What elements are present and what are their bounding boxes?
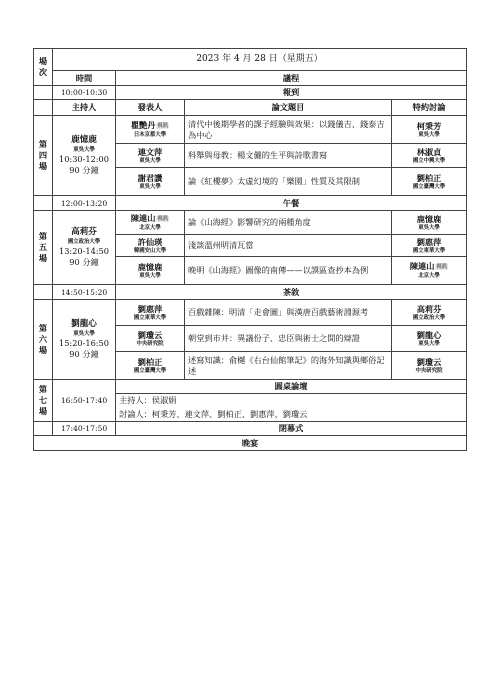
discussant-cell bbox=[392, 352, 467, 380]
video-mark: 視訊 bbox=[436, 264, 448, 270]
header-row bbox=[34, 71, 467, 86]
host-affiliation: 國立政治大學 bbox=[67, 239, 101, 245]
discussant-name-text: 柯秉芳 bbox=[416, 120, 442, 131]
presenter-cell bbox=[116, 235, 185, 257]
session-host-block bbox=[53, 116, 116, 196]
presenter-affiliation: 北京大學 bbox=[139, 225, 161, 231]
discussant-name bbox=[395, 147, 463, 158]
session-host-block bbox=[53, 211, 116, 285]
discussant-affiliation: 國立東華大學 bbox=[412, 247, 446, 254]
empty-cell bbox=[34, 100, 53, 116]
discussant-name-text: 劉柏正 bbox=[416, 172, 442, 183]
time-header: 時間 bbox=[53, 71, 116, 86]
banquet-row bbox=[34, 436, 467, 451]
session-label: 第 六 場 bbox=[34, 300, 53, 380]
session-time: 13:20-14:50 bbox=[59, 246, 109, 256]
closing-row-label: 閉幕式 bbox=[116, 422, 467, 436]
presenter-name-text: 連文萍 bbox=[137, 146, 163, 157]
column-header-row bbox=[34, 100, 467, 116]
presenter-cell bbox=[116, 352, 185, 380]
session-duration: 90 分鐘 bbox=[69, 165, 99, 175]
schedule-table bbox=[33, 48, 467, 451]
paper-title: 朝堂到市井：異議份子、忠臣與術士之間的辯證 bbox=[185, 326, 392, 352]
changci-header bbox=[34, 49, 53, 86]
host-name: 高莉芬 bbox=[71, 227, 97, 237]
presenter-cell bbox=[116, 257, 185, 285]
agenda-header: 議程 bbox=[116, 71, 467, 86]
roundtable-title: 圓桌論壇 bbox=[116, 380, 467, 394]
roundtable-time: 16:50-17:40 bbox=[53, 380, 116, 422]
paper-title: 晚明《山海經》圖像的南傳——以謨區查抄本為例 bbox=[185, 257, 392, 285]
presenter-affiliation: 東吳大學 bbox=[139, 157, 161, 164]
registration-time: 10:00-10:30 bbox=[53, 86, 116, 100]
lunch-row-label: 午餐 bbox=[116, 196, 467, 211]
paper-title: 百戲雜陳：明清「走會圖」與漢唐百戲藝術淵源考 bbox=[185, 300, 392, 326]
discussant-cell bbox=[392, 326, 467, 352]
discussant-name bbox=[395, 173, 463, 184]
presenter-name bbox=[119, 120, 181, 132]
registration-row bbox=[34, 86, 467, 100]
presenter-affiliation: 東吳大學 bbox=[139, 183, 161, 190]
paper-row bbox=[34, 211, 467, 235]
presenter-name-text: 陳連山 bbox=[130, 213, 156, 223]
paper-title: 論《紅樓夢》太虛幻境的「樂園」性質及其限制 bbox=[185, 168, 392, 196]
presenter-affiliation: 日本京都大學 bbox=[133, 132, 167, 138]
discussant-cell bbox=[392, 211, 467, 235]
host-affiliation: 東吳大學 bbox=[73, 147, 95, 153]
empty-cell bbox=[34, 422, 53, 436]
presenter-name-text: 劉柏正 bbox=[137, 356, 163, 367]
empty-cell bbox=[34, 196, 53, 211]
discussant-cell bbox=[392, 300, 467, 326]
discussant-name-text: 劉惠萍 bbox=[416, 236, 442, 247]
lunch-row bbox=[34, 196, 467, 211]
discussant-affiliation: 北京大學 bbox=[418, 273, 440, 279]
paper-row bbox=[34, 300, 467, 326]
host-name: 劉龍心 bbox=[71, 319, 97, 329]
discussant-cell bbox=[392, 144, 467, 168]
discussant-name-text: 高莉芬 bbox=[416, 303, 442, 314]
roundtable-host: 主持人：侯淑娟 bbox=[116, 394, 467, 408]
discussant-cell bbox=[392, 168, 467, 196]
host-affiliation: 東吳大學 bbox=[73, 331, 95, 337]
presenter-cell bbox=[116, 116, 185, 144]
presenter-name bbox=[119, 357, 181, 368]
discussant-affiliation: 國立臺灣大學 bbox=[412, 183, 446, 190]
presenter-name-text: 瞿艷丹 bbox=[130, 120, 156, 130]
tea-row-label: 茶敘 bbox=[116, 285, 467, 300]
discussant-affiliation: 中央研究院 bbox=[415, 367, 443, 374]
paper-title: 清代中後期學者的課子經驗與效果：以錢儀吉、錢泰吉為中心 bbox=[185, 116, 392, 144]
host-name: 鹿憶鹿 bbox=[71, 135, 97, 145]
discussant-name bbox=[395, 261, 463, 273]
tea-row bbox=[34, 285, 467, 300]
closing-row bbox=[34, 422, 467, 436]
registration-label: 報到 bbox=[116, 86, 467, 100]
paper-title: 論《山海經》影響研究的兩種角度 bbox=[185, 211, 392, 235]
presenter-cell bbox=[116, 326, 185, 352]
roundtable-label: 第 七 場 bbox=[34, 380, 53, 422]
presenter-name-text: 謝君讚 bbox=[137, 172, 163, 183]
presenter-header: 發表人 bbox=[116, 100, 185, 116]
presenter-name bbox=[119, 173, 181, 184]
presenter-name bbox=[119, 262, 181, 273]
discussant-affiliation: 東吳大學 bbox=[418, 224, 440, 231]
title-header: 論文題目 bbox=[185, 100, 392, 116]
presenter-name-text: 許仙瑛 bbox=[137, 236, 163, 247]
discussant-name-text: 林淑貞 bbox=[416, 146, 442, 157]
schedule-sheet bbox=[33, 48, 466, 451]
discussant-affiliation: 東吳大學 bbox=[418, 131, 440, 138]
date-row bbox=[34, 49, 467, 71]
discussant-affiliation: 東吳大學 bbox=[418, 340, 440, 347]
session-time: 15:20-16:50 bbox=[59, 338, 109, 348]
presenter-name bbox=[119, 330, 181, 341]
tea-row-time: 14:50-15:20 bbox=[53, 285, 116, 300]
closing-row-time: 17:40-17:50 bbox=[53, 422, 116, 436]
discussant-name-text: 陳連山 bbox=[409, 261, 435, 271]
session-duration: 90 分鐘 bbox=[69, 257, 99, 267]
session-duration: 90 分鐘 bbox=[69, 349, 99, 359]
discussant-header: 特約討論 bbox=[392, 100, 467, 116]
changci-label: 場 次 bbox=[38, 56, 48, 77]
discussant-name-text: 鹿憶鹿 bbox=[416, 213, 442, 224]
discussant-name-text: 劉龍心 bbox=[416, 329, 442, 340]
host-header: 主持人 bbox=[53, 100, 116, 116]
discussant-name bbox=[395, 357, 463, 368]
presenter-cell bbox=[116, 168, 185, 196]
presenter-name-text: 劉惠萍 bbox=[137, 303, 163, 314]
paper-row bbox=[34, 116, 467, 144]
paper-title: 述寫知識：俞樾《右台仙館筆記》的海外知識與鄉俗記述 bbox=[185, 352, 392, 380]
presenter-name bbox=[119, 213, 181, 225]
discussant-name bbox=[395, 121, 463, 132]
discussant-name bbox=[395, 330, 463, 341]
presenter-name bbox=[119, 147, 181, 158]
presenter-affiliation: 韓國安山大學 bbox=[133, 247, 167, 254]
discussant-cell bbox=[392, 116, 467, 144]
video-mark: 視訊 bbox=[157, 216, 169, 222]
discussant-name bbox=[395, 214, 463, 225]
lunch-row-time: 12:00-13:20 bbox=[53, 196, 116, 211]
session-label: 第 四 場 bbox=[34, 116, 53, 196]
presenter-cell bbox=[116, 300, 185, 326]
discussant-name bbox=[395, 237, 463, 248]
paper-title: 淺談溫州明清瓦當 bbox=[185, 235, 392, 257]
discussant-cell bbox=[392, 235, 467, 257]
date-line: 2023 年 4 月 28 日（星期五） bbox=[53, 49, 467, 71]
discussant-cell bbox=[392, 257, 467, 285]
presenter-affiliation: 東吳大學 bbox=[139, 272, 161, 279]
presenter-name-text: 劉瓊云 bbox=[137, 329, 163, 340]
roundtable-row bbox=[34, 380, 467, 394]
session-time: 10:30-12:00 bbox=[59, 154, 109, 164]
session-label: 第 五 場 bbox=[34, 211, 53, 285]
session-host-block bbox=[53, 300, 116, 380]
discussant-name bbox=[395, 304, 463, 315]
presenter-affiliation: 國立東華大學 bbox=[133, 314, 167, 321]
discussant-affiliation: 國立政治大學 bbox=[412, 314, 446, 321]
empty-cell bbox=[34, 285, 53, 300]
presenter-affiliation: 中央研究院 bbox=[136, 340, 164, 347]
banquet-label: 晚宴 bbox=[34, 436, 467, 451]
discussant-affiliation: 國立中興大學 bbox=[412, 157, 446, 164]
presenter-affiliation: 國立臺灣大學 bbox=[133, 367, 167, 374]
presenter-name-text: 鹿憶鹿 bbox=[137, 261, 163, 272]
presenter-name bbox=[119, 304, 181, 315]
video-mark: 視訊 bbox=[157, 123, 169, 129]
paper-title: 科舉與母教：楊文儷的生平與詩歌書寫 bbox=[185, 144, 392, 168]
presenter-cell bbox=[116, 211, 185, 235]
presenter-name bbox=[119, 237, 181, 248]
roundtable-discussants: 討論人：柯秉芳、連文萍、劉柏正、劉惠萍、劉瓊云 bbox=[116, 408, 467, 422]
discussant-name-text: 劉瓊云 bbox=[416, 356, 442, 367]
presenter-cell bbox=[116, 144, 185, 168]
empty-cell bbox=[34, 86, 53, 100]
